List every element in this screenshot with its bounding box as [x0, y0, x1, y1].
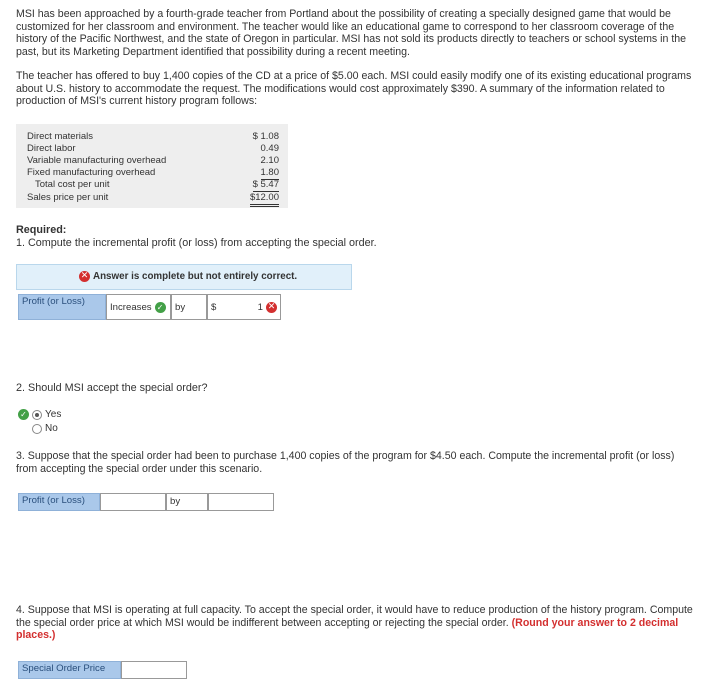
cost-value: $ 5.47	[252, 179, 279, 190]
cost-label: Sales price per unit	[27, 192, 109, 203]
cost-label: Direct labor	[27, 143, 76, 154]
cost-label: Direct materials	[27, 131, 93, 142]
radio-no[interactable]	[32, 424, 42, 434]
question-3: 3. Suppose that the special order had been to purchase 1,400 copies of the program for $4.50 each. Compute the incremental profit (or loss) from accepting the special order under this scenario.	[16, 450, 675, 475]
cost-value: $12.00	[250, 192, 279, 207]
cost-row-total-cost	[27, 179, 285, 191]
cost-value: 0.49	[260, 143, 279, 154]
q1-by-label: by	[171, 294, 207, 320]
required-heading: Required:	[16, 224, 67, 236]
answer-status-banner	[16, 264, 352, 290]
q3-by-label: by	[166, 493, 208, 511]
cost-label: Variable manufacturing overhead	[27, 155, 167, 166]
intro-paragraph-1: MSI has been approached by a fourth-grade teacher from Portland about the possibility of creating a specially designed game that would be customized for her classroom and environment. The teacher would like an educational game to correspond to her classroom coverage of the history of the Pacific Northwest, and the state of Oregon in particular. MSI has not sold its products directly to teachers or school systems in the past, but its Marketing Department identified that possibility during a recent meeting.	[16, 8, 687, 58]
question-4-rounding-note: (Round your answer to 2 decimal places.)	[16, 616, 679, 642]
answer-status-text: Answer is complete but not entirely correct.	[93, 271, 298, 282]
q1-amount-input[interactable]	[207, 294, 281, 320]
q4-price-label: Special Order Price	[18, 661, 121, 679]
error-icon: ✕	[267, 301, 276, 312]
error-icon: ✕	[80, 271, 89, 281]
cost-row-direct-labor	[27, 143, 285, 155]
q2-option-yes[interactable]	[18, 409, 61, 420]
q1-profit-label: Profit (or Loss)	[18, 294, 106, 320]
q3-amount-input[interactable]	[208, 493, 274, 511]
dollar-sign: $	[211, 301, 217, 313]
q3-profit-label: Profit (or Loss)	[18, 493, 100, 511]
q3-direction-select[interactable]	[100, 493, 166, 511]
cost-label: Total cost per unit	[35, 179, 110, 190]
correct-icon: ✓	[18, 409, 29, 420]
cost-row-fixed-overhead	[27, 167, 285, 179]
cost-row-variable-overhead	[27, 155, 285, 167]
cost-summary-table	[16, 124, 288, 208]
correct-icon: ✓	[155, 302, 166, 313]
cost-row-direct-materials	[27, 131, 285, 143]
q1-amount-value: 1	[257, 301, 263, 313]
cost-row-sales-price	[27, 192, 285, 204]
radio-no-label: No	[45, 423, 58, 434]
q1-direction-select[interactable]	[106, 294, 171, 320]
question-4	[16, 604, 696, 642]
intro-paragraph-2: The teacher has offered to buy 1,400 copies of the CD at a price of $5.00 each. MSI could easily modify one of its existing educational programs about U.S. history to accommodate the request. The modifications would cost approximately $390. A summary of the information related to production of MSI's current history program follows:	[16, 70, 692, 108]
q2-option-no[interactable]	[32, 423, 58, 434]
radio-yes-label: Yes	[45, 409, 62, 420]
q1-direction-value: Increases	[110, 301, 152, 313]
q4-price-input[interactable]	[121, 661, 187, 679]
question-2: 2. Should MSI accept the special order?	[16, 382, 208, 394]
cost-value: 2.10	[260, 155, 279, 166]
cost-label: Fixed manufacturing overhead	[27, 167, 156, 178]
cost-value: $ 1.08	[252, 131, 279, 142]
question-4-text: 4. Suppose that MSI is operating at full capacity. To accept the special order, it would have to reduce production of the history program. Compute the special order price at which MSI would be indifferent between accepting or rejecting the special order.	[16, 604, 693, 629]
question-1: 1. Compute the incremental profit (or loss) from accepting the special order.	[16, 237, 377, 249]
radio-yes[interactable]	[32, 410, 42, 420]
cost-value: 1.80	[260, 167, 279, 178]
